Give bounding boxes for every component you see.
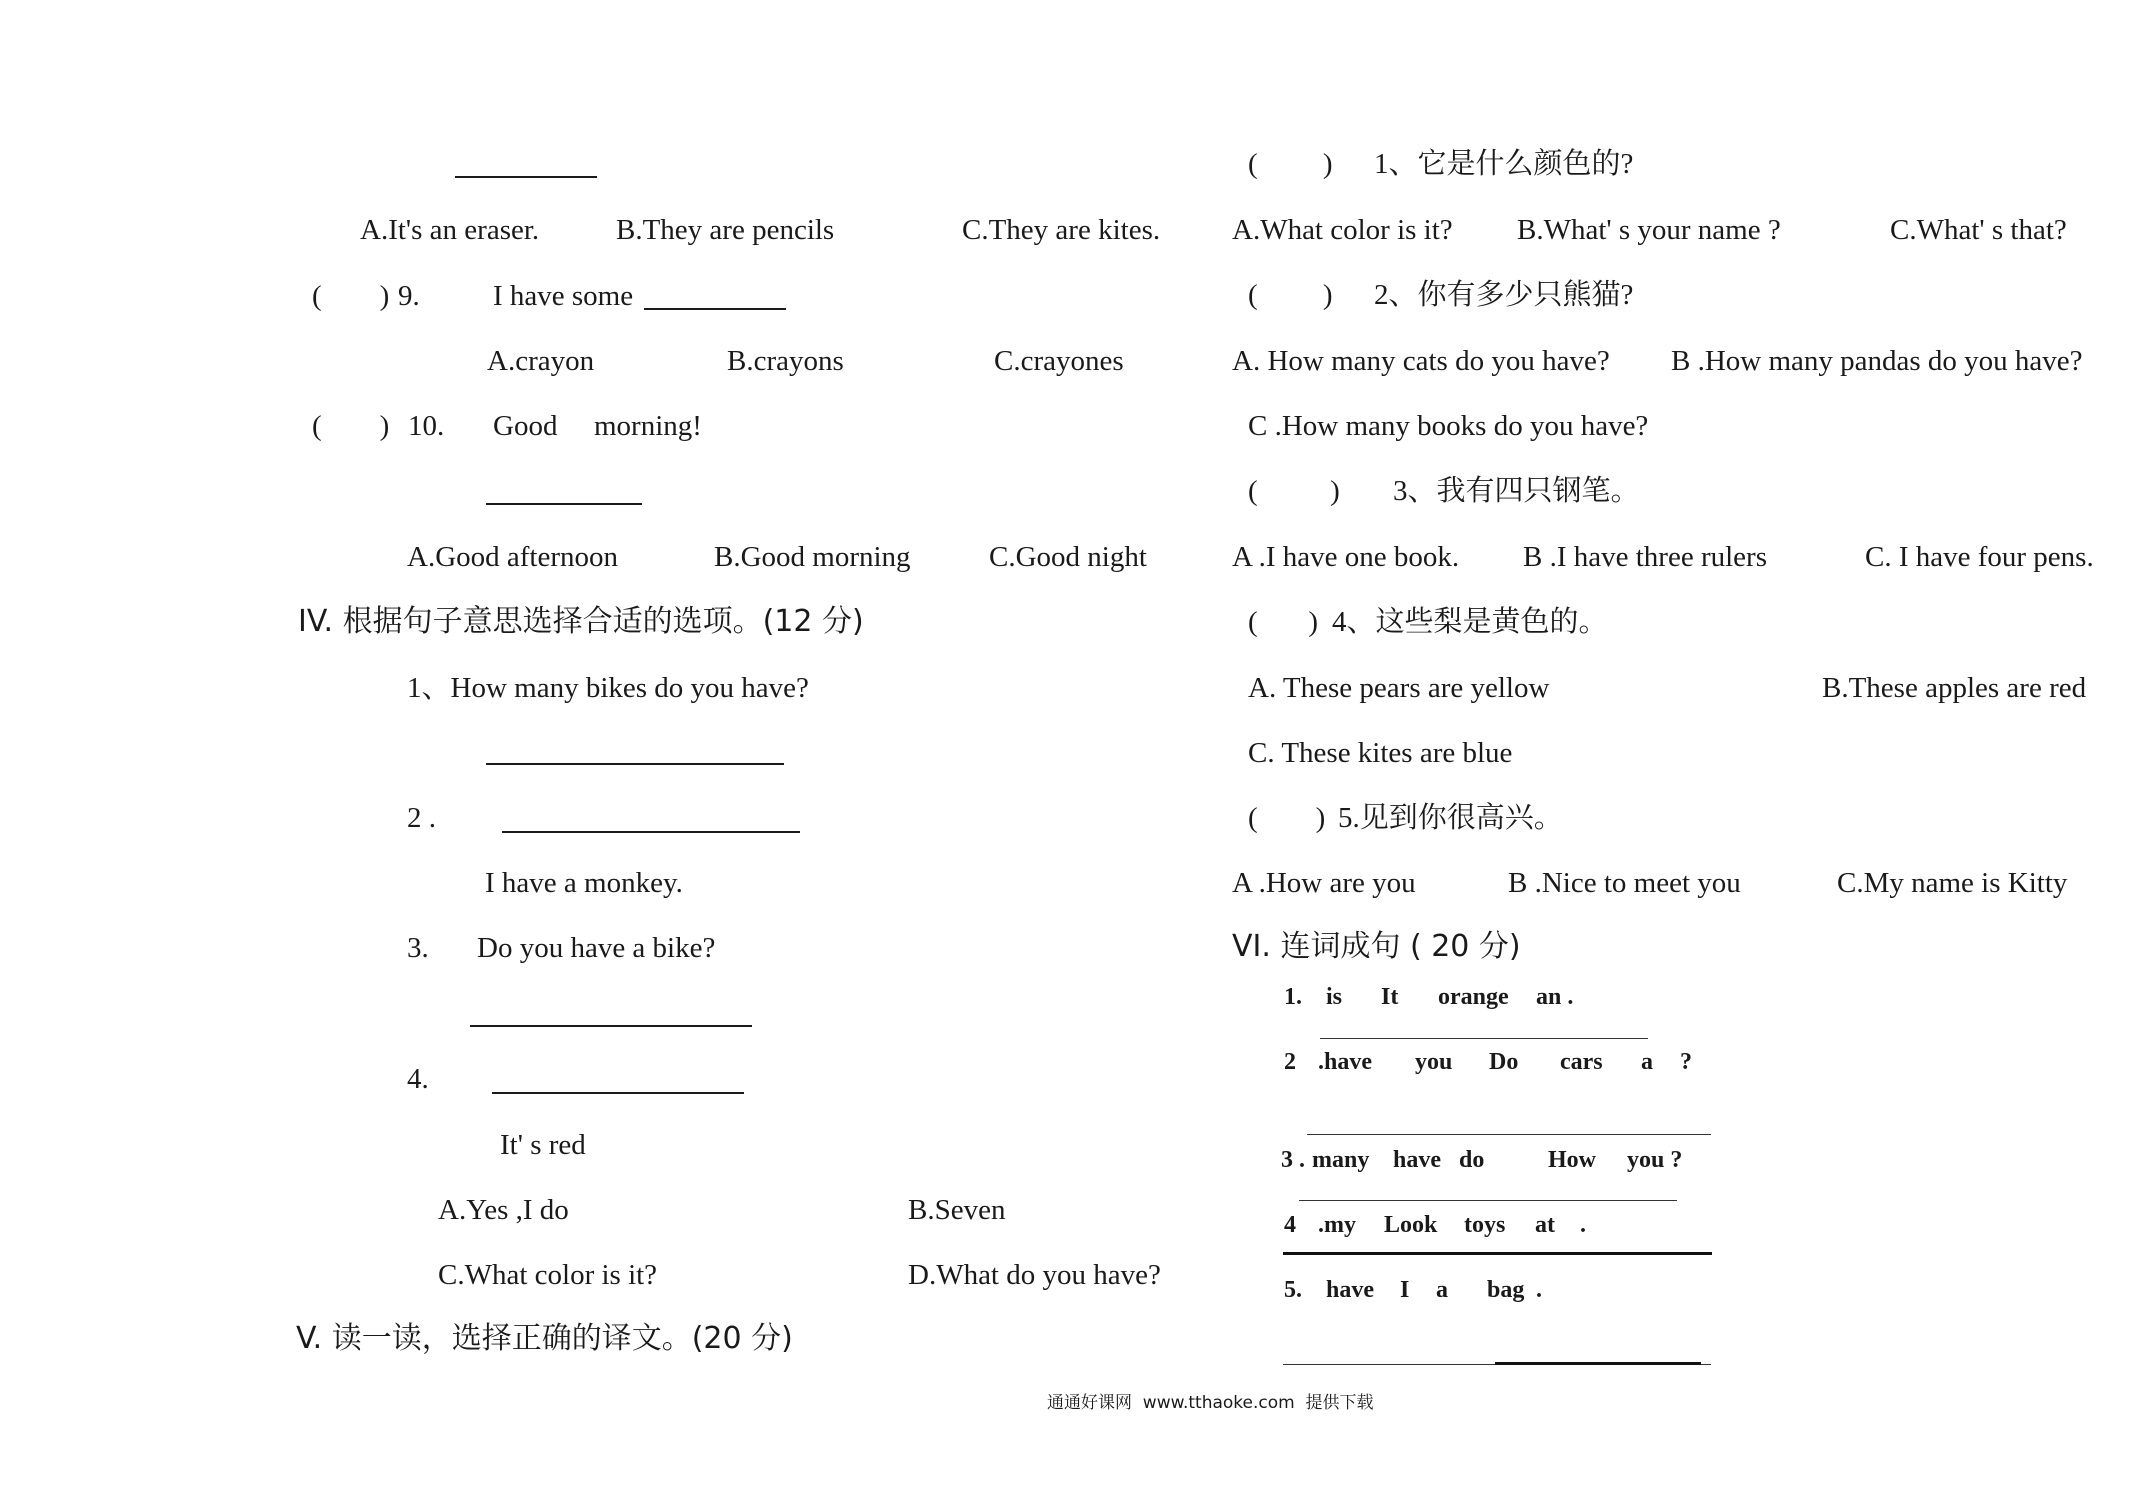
- s4-q2-number: 2 .: [407, 802, 436, 834]
- s6-item-5-word: bag: [1487, 1277, 1525, 1303]
- s6-item-5-answer-blank-end[interactable]: [1701, 1364, 1711, 1365]
- s6-item-2-word: .have: [1318, 1049, 1372, 1075]
- s6-item-1-word: orange: [1438, 984, 1509, 1010]
- q10-answer-blank[interactable]: [486, 503, 642, 505]
- s6-item-4-word: Look: [1384, 1212, 1438, 1238]
- footer-source-credit: 通通好课网 www.tthaoke.com 提供下载: [1047, 1393, 1374, 1413]
- s6-item-5-answer-blank-bold[interactable]: [1495, 1362, 1701, 1365]
- s4-q2-answer-blank[interactable]: [502, 831, 800, 833]
- s6-item-3-word: you ?: [1627, 1147, 1683, 1173]
- q10-word-2: morning!: [594, 410, 702, 442]
- r-q3-answer-paren[interactable]: ( ): [1248, 475, 1340, 507]
- section-4-title: IV. 根据句子意思选择合适的选项。(12 分): [298, 604, 864, 639]
- r-q5-text: 5.见到你很高兴。: [1338, 802, 1563, 834]
- r-q2-text: 2、你有多少只熊猫?: [1374, 279, 1634, 311]
- s6-item-2-word: ?: [1680, 1049, 1692, 1075]
- r-q1-option-a: A.What color is it?: [1232, 214, 1453, 246]
- s6-item-3-answer-blank[interactable]: [1299, 1200, 1677, 1201]
- s6-item-1-word: an .: [1536, 984, 1574, 1010]
- s6-item-5-word: have: [1326, 1277, 1374, 1303]
- s6-item-3-number: 3 .: [1281, 1147, 1305, 1173]
- q10-answer-paren[interactable]: ( ): [312, 410, 390, 442]
- s6-item-3-word: have: [1393, 1147, 1441, 1173]
- r-q2-answer-paren[interactable]: ( ): [1248, 279, 1333, 311]
- section-6-title: VI. 连词成句 ( 20 分): [1232, 929, 1521, 964]
- s6-item-4-answer-blank[interactable]: [1283, 1252, 1712, 1255]
- q8-option-a: A.It's an eraser.: [360, 214, 540, 246]
- q9-answer-paren[interactable]: ( ): [312, 280, 390, 312]
- r-q5-option-c: C.My name is Kitty: [1837, 867, 2068, 899]
- s6-item-5-number: 5.: [1284, 1277, 1302, 1303]
- q9-number: 9.: [398, 280, 420, 312]
- r-q3-option-c: C. I have four pens.: [1865, 541, 2094, 573]
- r-q2-option-b: B .How many pandas do you have?: [1671, 345, 2083, 377]
- s6-item-2-word: Do: [1489, 1049, 1519, 1075]
- s6-item-4-word: .my: [1318, 1212, 1356, 1238]
- s4-q1: 1、How many bikes do you have?: [407, 672, 809, 704]
- s6-item-3-word: do: [1459, 1147, 1485, 1173]
- s6-item-2-answer-blank[interactable]: [1307, 1134, 1711, 1135]
- s4-q3: Do you have a bike?: [477, 932, 716, 964]
- r-q2-option-a: A. How many cats do you have?: [1232, 345, 1610, 377]
- s6-item-5-word: I: [1400, 1277, 1410, 1303]
- s4-option-d: D.What do you have?: [908, 1259, 1161, 1291]
- s6-item-1-word: is: [1326, 984, 1343, 1010]
- s4-q3-number: 3.: [407, 932, 429, 964]
- q9-answer-blank[interactable]: [644, 308, 786, 310]
- r-q3-option-b: B .I have three rulers: [1523, 541, 1767, 573]
- s4-q4-answer-blank[interactable]: [492, 1092, 744, 1094]
- r-q1-answer-paren[interactable]: ( ): [1248, 148, 1333, 180]
- r-q2-option-c: C .How many books do you have?: [1248, 410, 1649, 442]
- r-q4-option-b: B.These apples are red: [1822, 672, 2087, 704]
- r-q4-answer-paren[interactable]: ( ): [1248, 606, 1319, 638]
- s4-option-a: A.Yes ,I do: [438, 1194, 569, 1226]
- q8-option-b: B.They are pencils: [616, 214, 835, 246]
- r-q1-option-c: C.What' s that?: [1890, 214, 2067, 246]
- s6-item-4-number: 4: [1284, 1212, 1296, 1238]
- q9-option-c: C.crayones: [994, 345, 1124, 377]
- section-5-title: V. 读一读，选择正确的译文。(20 分): [296, 1321, 793, 1356]
- s6-item-5-word: a: [1436, 1277, 1448, 1303]
- s4-option-c: C.What color is it?: [438, 1259, 658, 1291]
- s6-item-1-number: 1.: [1284, 984, 1302, 1010]
- s6-item-2-word: cars: [1560, 1049, 1603, 1075]
- r-q3-text: 3、我有四只钢笔。: [1393, 475, 1640, 507]
- r-q5-option-a: A .How are you: [1232, 867, 1416, 899]
- r-q4-option-a: A. These pears are yellow: [1248, 672, 1550, 704]
- s6-item-2-word: a: [1641, 1049, 1653, 1075]
- q9-stem: I have some: [493, 280, 634, 312]
- q9-option-b: B.crayons: [727, 345, 844, 377]
- q10-option-c: C.Good night: [989, 541, 1147, 573]
- r-q4-option-c: C. These kites are blue: [1248, 737, 1513, 769]
- q10-number: 10.: [408, 410, 445, 442]
- r-q5-option-b: B .Nice to meet you: [1508, 867, 1741, 899]
- s6-item-3-word: many: [1312, 1147, 1370, 1173]
- r-q1-text: 1、它是什么颜色的?: [1374, 148, 1634, 180]
- q8-option-c: C.They are kites.: [962, 214, 1161, 246]
- s6-item-5-answer-blank[interactable]: [1283, 1364, 1495, 1365]
- s6-item-1-answer-blank[interactable]: [1320, 1038, 1648, 1039]
- s6-item-4-word: at: [1535, 1212, 1555, 1238]
- s6-item-1-word: It: [1381, 984, 1399, 1010]
- s6-item-4-word: toys: [1464, 1212, 1506, 1238]
- s4-q4-answer: It' s red: [500, 1129, 586, 1161]
- r-q5-answer-paren[interactable]: ( ): [1248, 802, 1326, 834]
- s6-item-4-word: .: [1580, 1212, 1586, 1238]
- s4-q3-answer-blank[interactable]: [470, 1025, 752, 1027]
- s6-item-2-number: 2: [1284, 1049, 1296, 1075]
- s4-q1-answer-blank[interactable]: [486, 763, 784, 765]
- q10-word-1: Good: [493, 410, 558, 442]
- r-q1-option-b: B.What' s your name ?: [1517, 214, 1781, 246]
- q9-option-a: A.crayon: [487, 345, 595, 377]
- s4-q2-answer: I have a monkey.: [485, 867, 683, 899]
- s6-item-3-word: How: [1548, 1147, 1596, 1173]
- s4-option-b: B.Seven: [908, 1194, 1006, 1226]
- r-q3-option-a: A .I have one book.: [1232, 541, 1460, 573]
- q10-option-a: A.Good afternoon: [407, 541, 619, 573]
- s6-item-2-word: you: [1415, 1049, 1453, 1075]
- r-q4-text: 4、这些梨是黄色的。: [1332, 606, 1608, 638]
- s6-item-5-word: .: [1536, 1277, 1542, 1303]
- q10-option-b: B.Good morning: [714, 541, 911, 573]
- s4-q4-number: 4.: [407, 1063, 429, 1095]
- q8-answer-blank[interactable]: [455, 176, 597, 178]
